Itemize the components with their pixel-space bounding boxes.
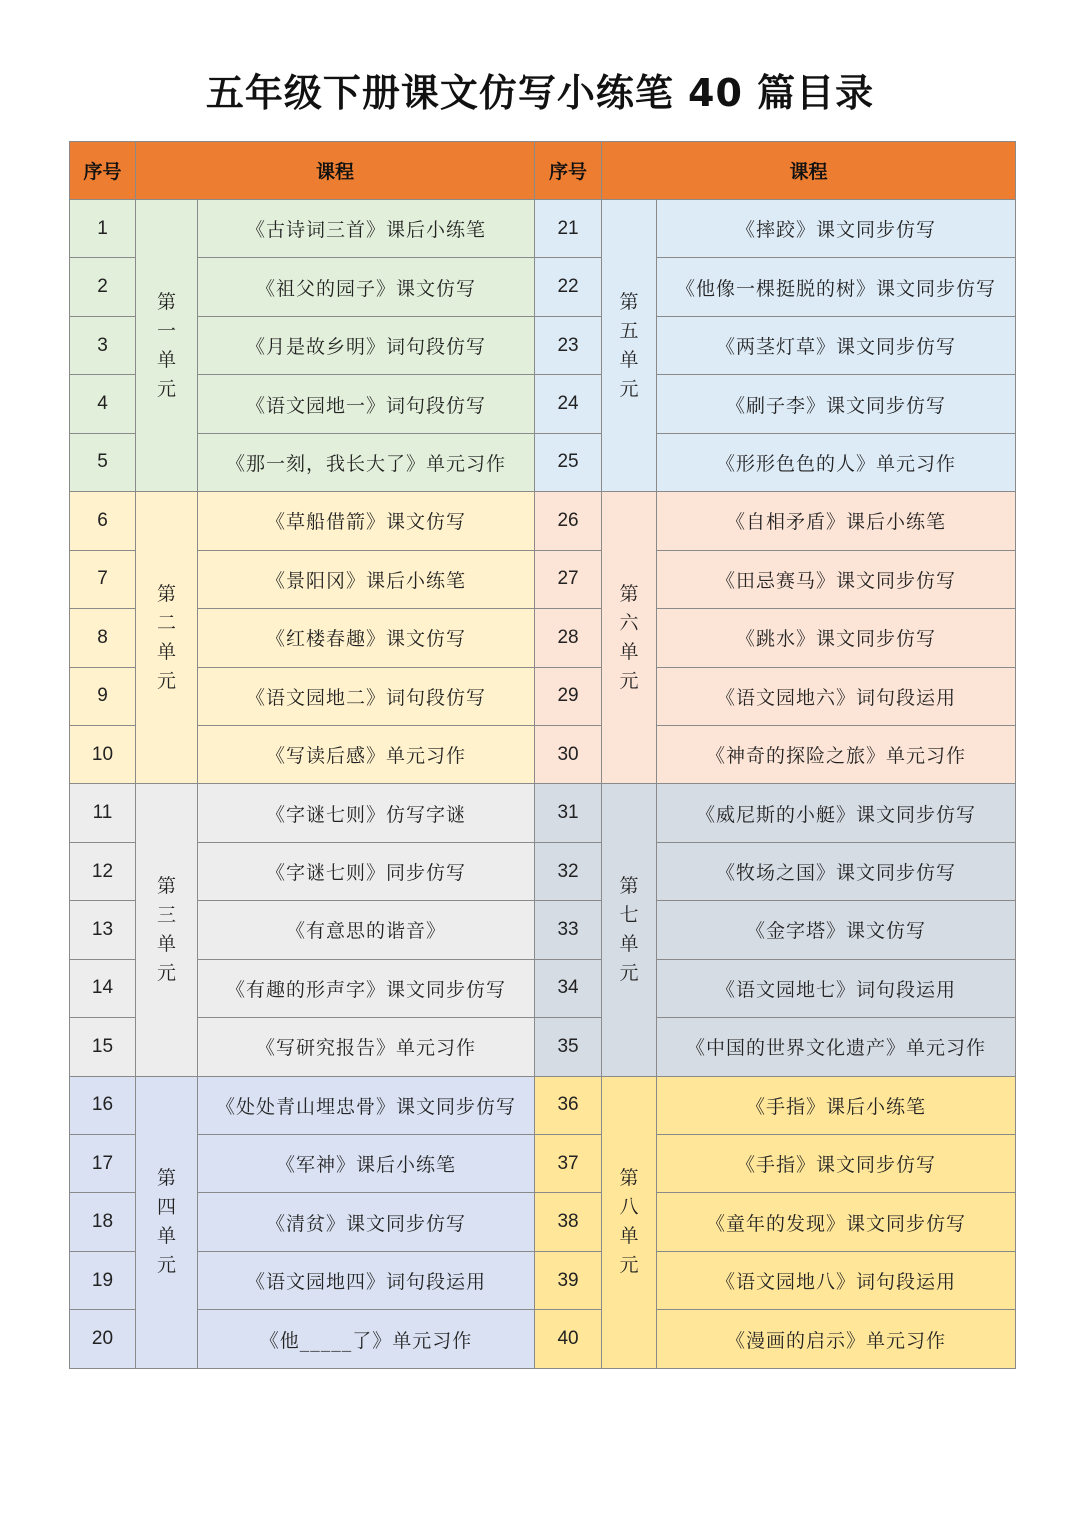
course-title: 《语文园地一》词句段仿写 xyxy=(198,375,535,433)
table-row xyxy=(70,1310,1016,1368)
course-title: 《语文园地六》词句段运用 xyxy=(657,667,1016,725)
table-row xyxy=(70,375,1016,433)
row-number: 33 xyxy=(535,901,602,959)
row-number: 6 xyxy=(70,492,136,550)
course-title: 《语文园地八》词句段运用 xyxy=(657,1251,1016,1309)
table-row xyxy=(70,667,1016,725)
course-title: 《他_____了》单元习作 xyxy=(198,1310,535,1368)
course-title: 《语文园地四》词句段运用 xyxy=(198,1251,535,1309)
header-course-right: 课程 xyxy=(602,142,1016,200)
row-number: 2 xyxy=(70,258,136,316)
row-number: 32 xyxy=(535,842,602,900)
course-title: 《处处青山埋忠骨》课文同步仿写 xyxy=(198,1076,535,1134)
unit-label-right: 第 五 单 元 xyxy=(602,200,657,492)
row-number: 12 xyxy=(70,842,136,900)
course-title: 《景阳冈》课后小练笔 xyxy=(198,550,535,608)
table-row xyxy=(70,901,1016,959)
unit-label-right: 第 六 单 元 xyxy=(602,492,657,784)
row-number: 5 xyxy=(70,433,136,491)
row-number: 37 xyxy=(535,1135,602,1193)
row-number: 23 xyxy=(535,316,602,374)
page-title: 五年级下册课文仿写小练笔 40 篇目录 xyxy=(205,71,875,115)
table-row xyxy=(70,433,1016,491)
unit-label-left: 第 四 单 元 xyxy=(136,1076,198,1368)
row-number: 20 xyxy=(70,1310,136,1368)
row-number: 28 xyxy=(535,609,602,667)
row-number: 25 xyxy=(535,433,602,491)
row-number: 15 xyxy=(70,1018,136,1076)
row-number: 14 xyxy=(70,959,136,1017)
row-number: 21 xyxy=(535,200,602,258)
table-row xyxy=(70,609,1016,667)
row-number: 22 xyxy=(535,258,602,316)
row-number: 4 xyxy=(70,375,136,433)
row-number: 7 xyxy=(70,550,136,608)
course-title: 《语文园地二》词句段仿写 xyxy=(198,667,535,725)
header-course-left: 课程 xyxy=(136,142,535,200)
course-title: 《跳水》课文同步仿写 xyxy=(657,609,1016,667)
course-title: 《字谜七则》仿写字谜 xyxy=(198,784,535,842)
row-number: 30 xyxy=(535,725,602,783)
header-row xyxy=(70,142,1016,200)
course-title: 《有意思的谐音》 xyxy=(198,901,535,959)
course-title: 《语文园地七》词句段运用 xyxy=(657,959,1016,1017)
row-number: 3 xyxy=(70,316,136,374)
table-row xyxy=(70,1018,1016,1076)
row-number: 38 xyxy=(535,1193,602,1251)
row-number: 11 xyxy=(70,784,136,842)
table-row xyxy=(70,200,1016,258)
unit-label-left: 第 三 单 元 xyxy=(136,784,198,1076)
row-number: 31 xyxy=(535,784,602,842)
header-seq-left: 序号 xyxy=(70,142,136,200)
toc-body xyxy=(70,200,1016,1369)
toc-table xyxy=(69,141,1016,1369)
table-row xyxy=(70,725,1016,783)
unit-label-left: 第 二 单 元 xyxy=(136,492,198,784)
course-title: 《神奇的探险之旅》单元习作 xyxy=(657,725,1016,783)
row-number: 24 xyxy=(535,375,602,433)
row-number: 35 xyxy=(535,1018,602,1076)
table-row xyxy=(70,1251,1016,1309)
table-row xyxy=(70,784,1016,842)
course-title: 《漫画的启示》单元习作 xyxy=(657,1310,1016,1368)
row-number: 10 xyxy=(70,725,136,783)
row-number: 26 xyxy=(535,492,602,550)
course-title: 《月是故乡明》词句段仿写 xyxy=(198,316,535,374)
course-title: 《古诗词三首》课后小练笔 xyxy=(198,200,535,258)
course-title: 《那一刻，我长大了》单元习作 xyxy=(198,433,535,491)
course-title: 《童年的发现》课文同步仿写 xyxy=(657,1193,1016,1251)
course-title: 《自相矛盾》课后小练笔 xyxy=(657,492,1016,550)
table-row xyxy=(70,1193,1016,1251)
table-row xyxy=(70,1076,1016,1134)
table-row xyxy=(70,842,1016,900)
row-number: 29 xyxy=(535,667,602,725)
course-title: 《威尼斯的小艇》课文同步仿写 xyxy=(657,784,1016,842)
course-title: 《形形色色的人》单元习作 xyxy=(657,433,1016,491)
course-title: 《祖父的园子》课文仿写 xyxy=(198,258,535,316)
course-title: 《牧场之国》课文同步仿写 xyxy=(657,842,1016,900)
unit-label-right: 第 七 单 元 xyxy=(602,784,657,1076)
table-row xyxy=(70,316,1016,374)
row-number: 18 xyxy=(70,1193,136,1251)
course-title: 《手指》课后小练笔 xyxy=(657,1076,1016,1134)
table-row xyxy=(70,492,1016,550)
table-row xyxy=(70,959,1016,1017)
header-seq-right: 序号 xyxy=(535,142,602,200)
row-number: 17 xyxy=(70,1135,136,1193)
row-number: 9 xyxy=(70,667,136,725)
row-number: 40 xyxy=(535,1310,602,1368)
row-number: 34 xyxy=(535,959,602,1017)
unit-label-right: 第 八 单 元 xyxy=(602,1076,657,1368)
unit-label-left: 第 一 单 元 xyxy=(136,200,198,492)
course-title: 《有趣的形声字》课文同步仿写 xyxy=(198,959,535,1017)
row-number: 1 xyxy=(70,200,136,258)
row-number: 8 xyxy=(70,609,136,667)
course-title: 《中国的世界文化遗产》单元习作 xyxy=(657,1018,1016,1076)
course-title: 《两茎灯草》课文同步仿写 xyxy=(657,316,1016,374)
course-title: 《手指》课文同步仿写 xyxy=(657,1135,1016,1193)
course-title: 《草船借箭》课文仿写 xyxy=(198,492,535,550)
course-title: 《清贫》课文同步仿写 xyxy=(198,1193,535,1251)
course-title: 《写读后感》单元习作 xyxy=(198,725,535,783)
row-number: 39 xyxy=(535,1251,602,1309)
course-title: 《金字塔》课文仿写 xyxy=(657,901,1016,959)
course-title: 《田忌赛马》课文同步仿写 xyxy=(657,550,1016,608)
row-number: 19 xyxy=(70,1251,136,1309)
table-row xyxy=(70,258,1016,316)
table-row xyxy=(70,550,1016,608)
course-title: 《他像一棵挺脱的树》课文同步仿写 xyxy=(657,258,1016,316)
course-title: 《字谜七则》同步仿写 xyxy=(198,842,535,900)
table-row xyxy=(70,1135,1016,1193)
course-title: 《摔跤》课文同步仿写 xyxy=(657,200,1016,258)
course-title: 《刷子李》课文同步仿写 xyxy=(657,375,1016,433)
row-number: 27 xyxy=(535,550,602,608)
course-title: 《写研究报告》单元习作 xyxy=(198,1018,535,1076)
row-number: 13 xyxy=(70,901,136,959)
course-title: 《军神》课后小练笔 xyxy=(198,1135,535,1193)
row-number: 16 xyxy=(70,1076,136,1134)
course-title: 《红楼春趣》课文仿写 xyxy=(198,609,535,667)
row-number: 36 xyxy=(535,1076,602,1134)
